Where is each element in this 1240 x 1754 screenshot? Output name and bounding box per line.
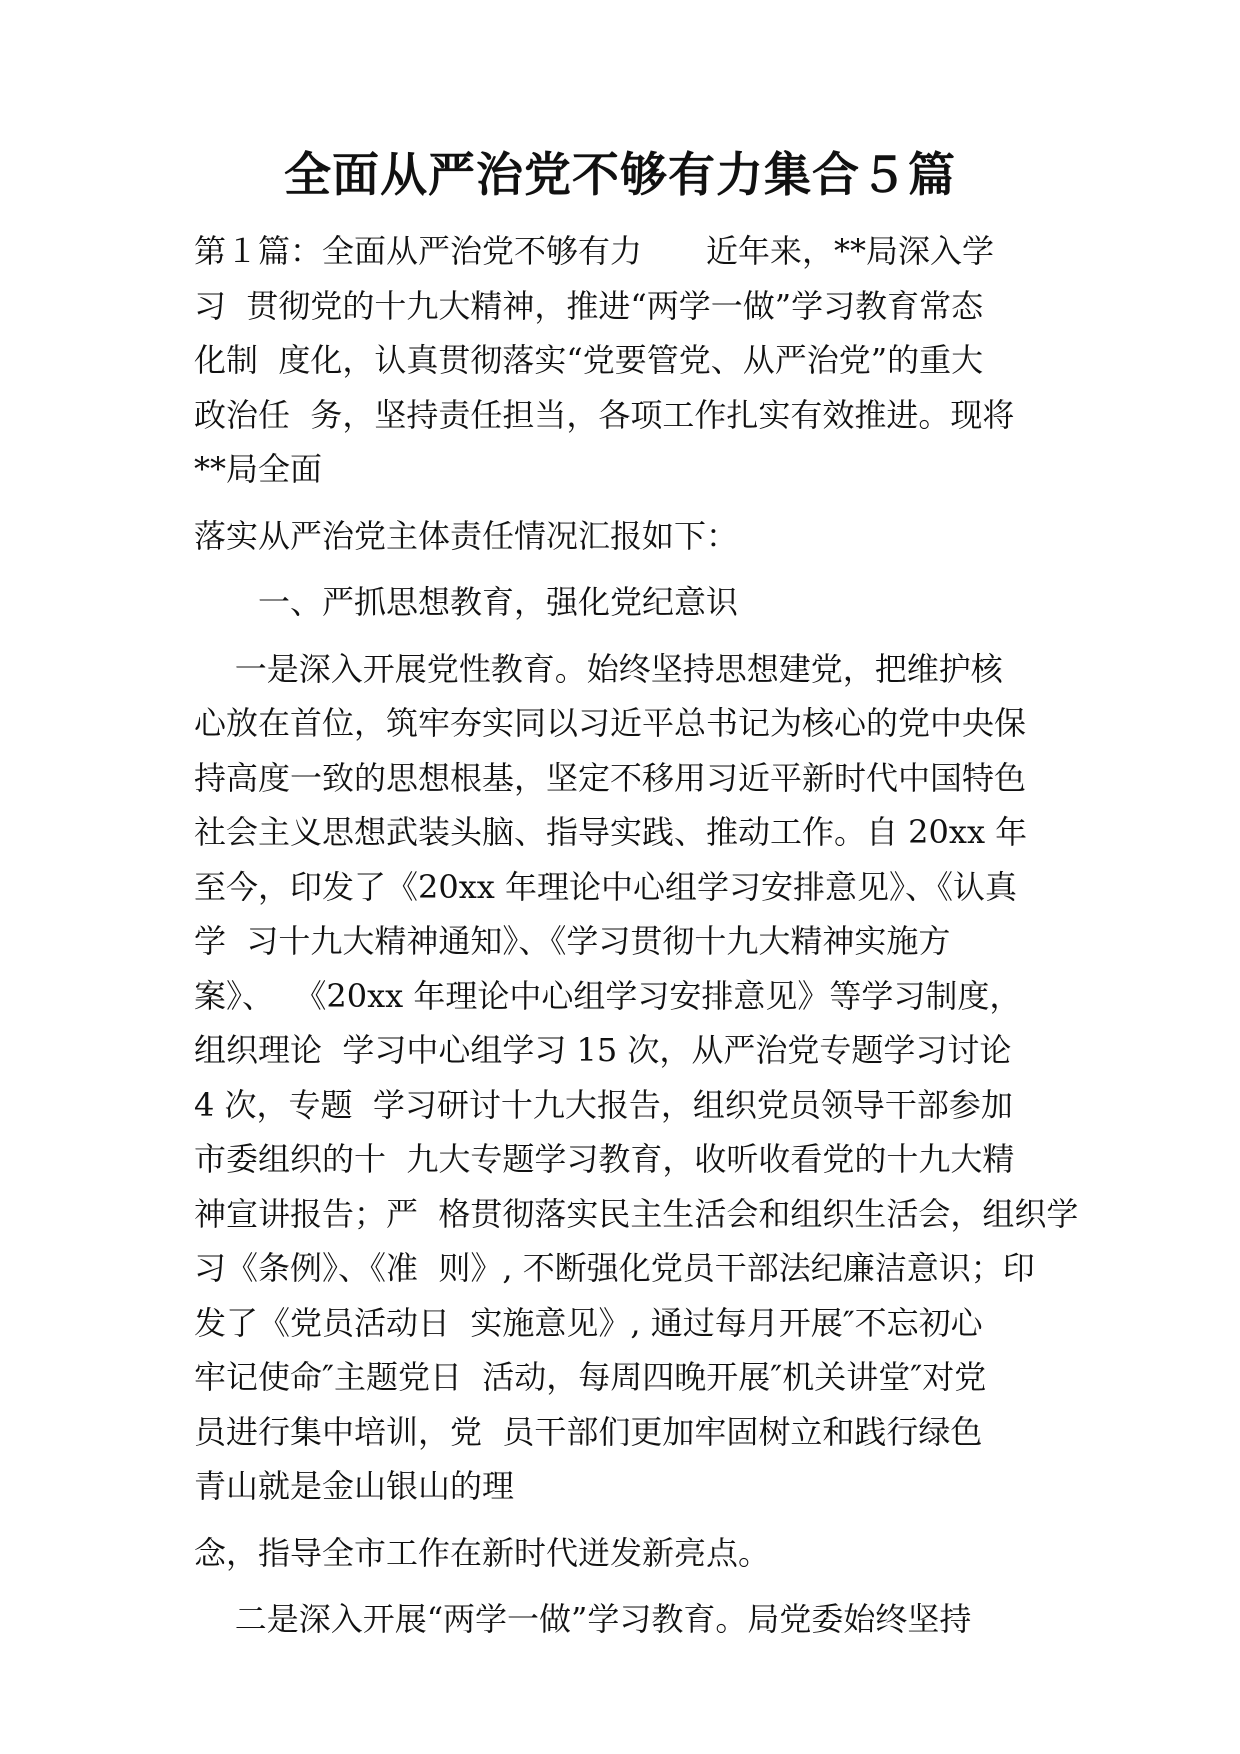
document-body [194,224,1079,1647]
text-line: 念，指导全市工作在新时代迸发新亮点。 [194,1533,771,1572]
text-line: 学 习十九大精神通知》、《学习贯彻十九大精神实施方 [194,922,951,960]
text-line: 青山就是金山银山的理 [194,1467,515,1505]
text-line: 至今，印发了《20xx 年理论中心组学习安排意见》、《认真 [194,867,1017,906]
text-line: 市委组织的十 九大专题学习教育，收听收看党的十九大精 [194,1140,1015,1178]
text-line: 员进行集中培训，党 员干部们更加牢固树立和践行绿色 [194,1412,983,1451]
paragraph [194,224,1054,497]
text-line: 化制 度化，认真贯彻落实“党要管党、从严治党”的重大 [194,341,984,379]
text-line: **局全面 [194,450,323,488]
text-line: 4 次，专题 学习研讨十九大报告，组织党员领导干部参加 [194,1085,1013,1124]
text-line: 牢记使命″主题党日 活动，每周四晚开展″机关讲堂″对党 [194,1358,987,1396]
paragraph [194,509,1054,564]
text-line: 心放在首位，筑牢夯实同以习近平总书记为核心的党中央保 [194,704,1027,742]
paragraph [194,1526,1054,1581]
text-line: 社会主义思想武装头脑、指导实践、推动工作。自 20xx 年 [194,813,1028,851]
text-line: 习《条例》、《准 则》, 不断强化党员干部法纪廉洁意识；印 [194,1249,1035,1287]
text-line: 发了《党员活动日 实施意见》, 通过每月开展″不忘初心 [194,1303,983,1342]
text-line: 政治任 务，坚持责任担当，各项工作扎实有效推进。现将 [194,395,1015,434]
paragraph [194,642,1079,1514]
text-line: 一是深入开展党性教育。始终坚持思想建党，把维护核 [194,649,1003,688]
text-line: 习 贯彻党的十九大精神，推进“两学一做”学习教育常态 [194,286,984,325]
paragraph [194,575,1054,630]
text-line: 案》、 《20xx 年理论中心组学习安排意见》等学习制度， [194,976,1022,1015]
text-line: 持高度一致的思想根基，坚定不移用习近平新时代中国特色 [194,758,1027,797]
text-line: 一、严抓思想教育，强化党纪意识 [258,583,739,621]
text-line: 落实从严治党主体责任情况汇报如下： [194,516,739,555]
text-line: 二是深入开展“两学一做”学习教育。局党委始终坚持 [194,1600,972,1638]
paragraph [194,1592,1054,1647]
text-line: 神宣讲报告；严 格贯彻落实民主生活会和组织生活会，组织学 [194,1194,1079,1233]
document-title: 全面从严治党不够有力集合５篇 [284,148,956,203]
text-line: 组织理论 学习中心组学习 15 次，从严治党专题学习讨论 [194,1031,1012,1069]
text-line: 第１篇：全面从严治党不够有力 近年来，**局深入学 [194,232,995,270]
